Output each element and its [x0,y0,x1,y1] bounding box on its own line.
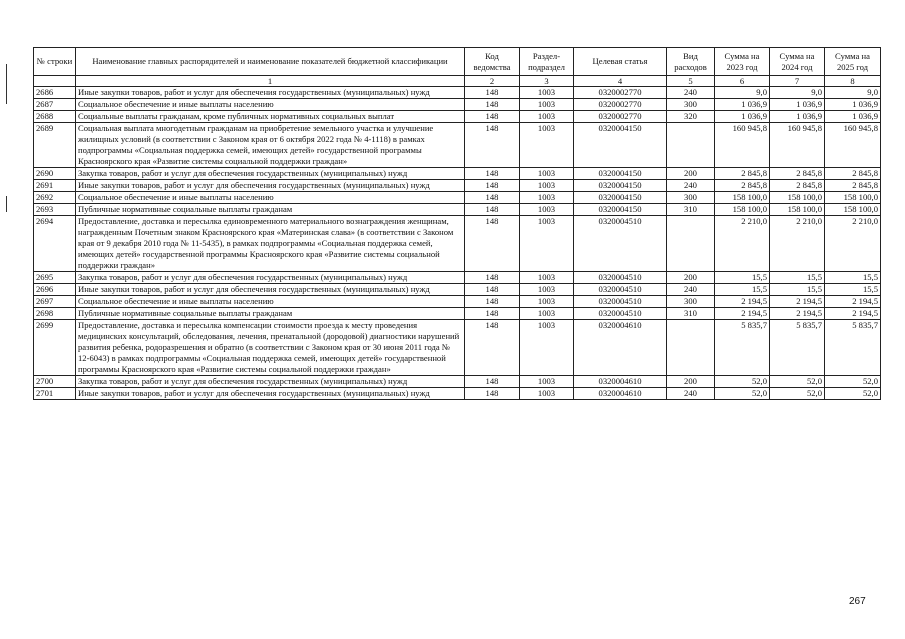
row-sum-2025: 1 036,9 [825,99,881,111]
column-number: 6 [715,76,770,87]
row-sum-2024: 52,0 [770,376,825,388]
row-name: Социальное обеспечение и иные выплаты населению [76,192,465,204]
row-sum-2024: 160 945,8 [770,123,825,168]
row-target: 0320004150 [574,192,667,204]
row-sum-2025: 2 210,0 [825,216,881,272]
row-section: 1003 [520,111,574,123]
margin-mark-top [6,64,7,104]
row-dept-code: 148 [465,87,520,99]
row-name: Закупка товаров, работ и услуг для обеспечения государственных (муниципальных) нужд [76,168,465,180]
row-number: 2700 [34,376,76,388]
row-sum-2024: 2 194,5 [770,296,825,308]
row-target: 0320004510 [574,296,667,308]
row-number: 2699 [34,320,76,376]
row-section: 1003 [520,284,574,296]
row-dept-code: 148 [465,272,520,284]
row-number: 2696 [34,284,76,296]
row-number: 2692 [34,192,76,204]
row-number: 2689 [34,123,76,168]
row-sum-2024: 2 210,0 [770,216,825,272]
row-target: 0320004510 [574,284,667,296]
row-expense-type: 240 [667,284,715,296]
row-name: Иные закупки товаров, работ и услуг для обеспечения государственных (муниципальных) нужд [76,180,465,192]
row-sum-2025: 52,0 [825,376,881,388]
row-dept-code: 148 [465,216,520,272]
row-name: Закупка товаров, работ и услуг для обеспечения государственных (муниципальных) нужд [76,272,465,284]
row-section: 1003 [520,308,574,320]
row-sum-2025: 2 845,8 [825,168,881,180]
row-target: 0320004510 [574,272,667,284]
row-number: 2688 [34,111,76,123]
row-dept-code: 148 [465,111,520,123]
row-number: 2691 [34,180,76,192]
row-expense-type: 300 [667,296,715,308]
table-header [34,48,881,87]
row-sum-2025: 2 194,5 [825,296,881,308]
row-sum-2023: 160 945,8 [715,123,770,168]
header-name: Наименование главных распорядителей и наименование показателей бюджетной классификации [76,48,465,76]
row-sum-2025: 158 100,0 [825,204,881,216]
table-row [34,168,881,180]
row-name: Публичные нормативные социальные выплаты гражданам [76,204,465,216]
row-sum-2023: 15,5 [715,272,770,284]
row-target: 0320004610 [574,388,667,400]
row-target: 0320004150 [574,123,667,168]
row-target: 0320004610 [574,320,667,376]
row-sum-2025: 2 845,8 [825,180,881,192]
row-expense-type: 240 [667,180,715,192]
header-section: Раздел- подраздел [520,48,574,76]
row-sum-2025: 15,5 [825,272,881,284]
row-dept-code: 148 [465,296,520,308]
row-dept-code: 148 [465,376,520,388]
header-expense-type: Вид расходов [667,48,715,76]
row-section: 1003 [520,388,574,400]
row-dept-code: 148 [465,192,520,204]
row-expense-type: 310 [667,204,715,216]
row-sum-2023: 2 210,0 [715,216,770,272]
row-expense-type: 200 [667,376,715,388]
row-section: 1003 [520,192,574,204]
table-row [34,284,881,296]
header-dept-code: Код ведомства [465,48,520,76]
row-expense-type: 320 [667,111,715,123]
table-row [34,320,881,376]
row-target: 0320004150 [574,180,667,192]
row-target: 0320004510 [574,216,667,272]
row-target: 0320004610 [574,376,667,388]
row-sum-2023: 1 036,9 [715,99,770,111]
row-target: 0320002770 [574,99,667,111]
row-number: 2694 [34,216,76,272]
row-section: 1003 [520,272,574,284]
row-section: 1003 [520,180,574,192]
row-sum-2025: 9,0 [825,87,881,99]
row-sum-2023: 15,5 [715,284,770,296]
row-sum-2024: 1 036,9 [770,99,825,111]
column-number: 7 [770,76,825,87]
row-dept-code: 148 [465,284,520,296]
header-sum-2025: Сумма на 2025 год [825,48,881,76]
row-sum-2024: 9,0 [770,87,825,99]
row-section: 1003 [520,204,574,216]
row-sum-2025: 5 835,7 [825,320,881,376]
row-number: 2701 [34,388,76,400]
row-sum-2023: 2 194,5 [715,308,770,320]
row-dept-code: 148 [465,180,520,192]
column-number: 1 [76,76,465,87]
row-section: 1003 [520,123,574,168]
row-sum-2023: 2 845,8 [715,168,770,180]
row-sum-2025: 52,0 [825,388,881,400]
row-expense-type: 240 [667,388,715,400]
row-dept-code: 148 [465,123,520,168]
row-section: 1003 [520,99,574,111]
column-number: 3 [520,76,574,87]
row-dept-code: 148 [465,388,520,400]
row-number: 2698 [34,308,76,320]
row-sum-2024: 15,5 [770,284,825,296]
table-row [34,388,881,400]
row-sum-2023: 52,0 [715,376,770,388]
row-section: 1003 [520,87,574,99]
table-row [34,216,881,272]
row-number: 2686 [34,87,76,99]
row-expense-type: 200 [667,168,715,180]
budget-table [33,47,881,400]
row-target: 0320004150 [574,168,667,180]
table-row [34,180,881,192]
row-sum-2025: 1 036,9 [825,111,881,123]
row-sum-2024: 2 845,8 [770,180,825,192]
table-row [34,296,881,308]
row-sum-2025: 2 194,5 [825,308,881,320]
column-numbers-row [34,76,881,87]
row-target: 0320002770 [574,111,667,123]
row-sum-2023: 158 100,0 [715,192,770,204]
row-section: 1003 [520,376,574,388]
row-sum-2023: 9,0 [715,87,770,99]
row-name: Социальная выплата многодетным гражданам на приобретение земельного участка и улучшение жилищных условий (в соответствии с Законом края от 6 октября 2022 года № 4-1118) в рамках подпрограммы «Социальная поддержка семей, имеющих детей» государственной программы Красноярского края «Развитие системы социальной поддержки граждан» [76,123,465,168]
row-dept-code: 148 [465,308,520,320]
row-name: Предоставление, доставка и пересылка единовременного материального вознаграждения женщинам, награжденным Почетным знаком Красноярского края «Материнская слава» (в соответствии с Законом края от 9 декабря 2010 года № 11-5435), в рамках подпрограммы «Социальная поддержка семей, имеющих детей» государственной программы Красноярского края «Развитие системы социальной поддержки граждан» [76,216,465,272]
row-sum-2023: 1 036,9 [715,111,770,123]
row-target: 0320004510 [574,308,667,320]
row-sum-2024: 52,0 [770,388,825,400]
header-sum-2023: Сумма на 2023 год [715,48,770,76]
row-dept-code: 148 [465,320,520,376]
row-number: 2695 [34,272,76,284]
row-expense-type: 200 [667,272,715,284]
row-number: 2687 [34,99,76,111]
row-dept-code: 148 [465,99,520,111]
table-row [34,111,881,123]
row-sum-2023: 2 845,8 [715,180,770,192]
row-sum-2023: 5 835,7 [715,320,770,376]
row-sum-2024: 2 194,5 [770,308,825,320]
row-sum-2023: 52,0 [715,388,770,400]
row-expense-type [667,320,715,376]
row-sum-2024: 158 100,0 [770,204,825,216]
row-name: Социальное обеспечение и иные выплаты населению [76,99,465,111]
row-sum-2025: 158 100,0 [825,192,881,204]
row-sum-2024: 1 036,9 [770,111,825,123]
page-number: 267 [849,596,866,607]
header-row-no: № строки [34,48,76,76]
row-name: Социальное обеспечение и иные выплаты населению [76,296,465,308]
row-target: 0320002770 [574,87,667,99]
row-name: Закупка товаров, работ и услуг для обеспечения государственных (муниципальных) нужд [76,376,465,388]
row-section: 1003 [520,296,574,308]
row-sum-2024: 5 835,7 [770,320,825,376]
column-number: 4 [574,76,667,87]
row-expense-type: 310 [667,308,715,320]
row-number: 2690 [34,168,76,180]
row-expense-type: 300 [667,192,715,204]
column-number: 2 [465,76,520,87]
row-name: Социальные выплаты гражданам, кроме публичных нормативных социальных выплат [76,111,465,123]
table-row [34,204,881,216]
row-target: 0320004150 [574,204,667,216]
column-number: 5 [667,76,715,87]
row-sum-2025: 160 945,8 [825,123,881,168]
column-number: 8 [825,76,881,87]
row-section: 1003 [520,168,574,180]
table-row [34,192,881,204]
margin-mark-bottom [6,196,7,212]
table-row [34,272,881,284]
row-sum-2025: 15,5 [825,284,881,296]
row-number: 2697 [34,296,76,308]
row-sum-2024: 15,5 [770,272,825,284]
table-row [34,99,881,111]
row-sum-2023: 2 194,5 [715,296,770,308]
row-sum-2024: 158 100,0 [770,192,825,204]
row-dept-code: 148 [465,204,520,216]
row-section: 1003 [520,320,574,376]
row-dept-code: 148 [465,168,520,180]
row-expense-type: 240 [667,87,715,99]
row-expense-type [667,216,715,272]
row-number: 2693 [34,204,76,216]
row-sum-2024: 2 845,8 [770,168,825,180]
header-sum-2024: Сумма на 2024 год [770,48,825,76]
table-row [34,308,881,320]
row-name: Иные закупки товаров, работ и услуг для обеспечения государственных (муниципальных) нужд [76,284,465,296]
header-target: Целевая статья [574,48,667,76]
row-expense-type: 300 [667,99,715,111]
row-name: Предоставление, доставка и пересылка компенсации стоимости проезда к месту проведения медицинских консультаций, обследования, лечения, пренатальной (дородовой) диагностики нарушений развития ребенка, родоразрешения и обратно (в соответствии с Законом края от 30 июня 2011 года № 12-6043) в рамках подпрограммы «Социальная поддержка семей, имеющих детей» государственной программы Красноярского края «Развитие системы социальной поддержки граждан» [76,320,465,376]
row-name: Иные закупки товаров, работ и услуг для обеспечения государственных (муниципальных) нужд [76,87,465,99]
table-row [34,87,881,99]
table-row [34,123,881,168]
column-number [34,76,76,87]
row-section: 1003 [520,216,574,272]
table-body [34,87,881,400]
row-name: Иные закупки товаров, работ и услуг для обеспечения государственных (муниципальных) нужд [76,388,465,400]
row-expense-type [667,123,715,168]
row-sum-2023: 158 100,0 [715,204,770,216]
row-name: Публичные нормативные социальные выплаты гражданам [76,308,465,320]
table-row [34,376,881,388]
